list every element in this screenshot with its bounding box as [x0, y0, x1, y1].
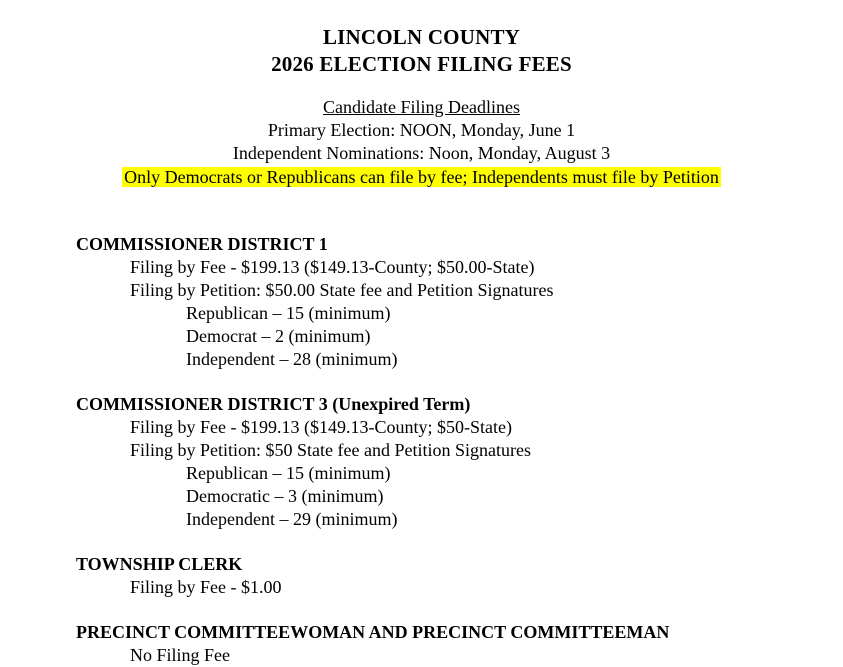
section-subdetail-line: Republican – 15 (minimum)	[186, 303, 391, 323]
section-detail-line: Filing by Fee - $199.13 ($149.13-County; $50.00-State)	[130, 257, 535, 277]
section-subdetail-line: Republican – 15 (minimum)	[186, 463, 391, 483]
section-subdetail-line: Independent – 28 (minimum)	[186, 349, 398, 369]
section-subdetail-line: Democratic – 3 (minimum)	[186, 486, 384, 506]
document-title	[40, 24, 803, 78]
section-subdetail-line: Democrat – 2 (minimum)	[186, 326, 371, 346]
section-precinct-committee	[40, 621, 803, 667]
deadline-primary-election: Primary Election: NOON, Monday, June 1	[267, 120, 576, 140]
deadline-independent-nominations: Independent Nominations: Noon, Monday, August 3	[232, 143, 611, 163]
section-detail-line: Filing by Fee - $1.00	[130, 577, 282, 597]
section-detail-line: No Filing Fee	[130, 645, 231, 665]
section-commissioner-district-3	[40, 393, 803, 531]
section-heading: TOWNSHIP CLERK	[76, 554, 243, 574]
filing-deadlines-heading: Candidate Filing Deadlines	[323, 97, 520, 117]
section-detail-line: Filing by Fee - $199.13 ($149.13-County; $50-State)	[130, 417, 512, 437]
office-sections	[40, 233, 803, 667]
section-detail-line: Filing by Petition: $50 State fee and Petition Signatures	[130, 440, 531, 460]
section-heading: COMMISSIONER DISTRICT 1	[76, 234, 328, 254]
section-heading: COMMISSIONER DISTRICT 3 (Unexpired Term)	[76, 394, 471, 414]
section-heading: PRECINCT COMMITTEEWOMAN AND PRECINCT COMMITTEEMAN	[76, 622, 670, 642]
title-line-2: 2026 ELECTION FILING FEES	[271, 52, 572, 76]
title-line-1: LINCOLN COUNTY	[322, 25, 521, 49]
highlighted-notice	[40, 166, 803, 189]
section-township-clerk	[40, 553, 803, 599]
section-detail-line: Filing by Petition: $50.00 State fee and Petition Signatures	[130, 280, 554, 300]
section-subdetail-line: Independent – 29 (minimum)	[186, 509, 398, 529]
section-commissioner-district-1	[40, 233, 803, 371]
filing-deadlines-block	[40, 96, 803, 189]
highlighted-notice-text: Only Democrats or Republicans can file by fee; Independents must file by Petition	[124, 167, 719, 187]
